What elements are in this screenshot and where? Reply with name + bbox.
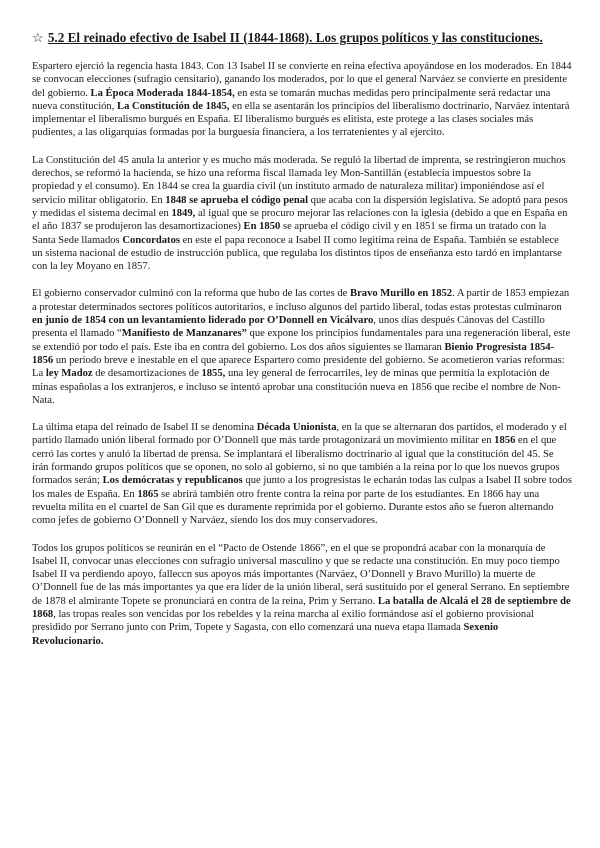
bold-text: La Época Moderada 1844-1854, xyxy=(90,87,235,99)
text-run: , en la que se alternaran dos partidos, el moderado y el partido llamado unión liberal formado por O’Donnell que más tarde protagonizará un movimiento militar en xyxy=(32,422,567,447)
paragraph-5 xyxy=(32,542,572,648)
text-run: Espartero ejerció la regencia hasta 1843. Con 13 Isabel II se convierte en reina efectiva apoyándose en los moderados. En 1844 se convocan elecciones (sufragio censitario), ganando los moderados, por lo que el general Narváez se convierte en presidente del gobierno. xyxy=(32,61,572,99)
text-run: Todos los grupos políticos se reunirán en el “Pacto de Ostende 1866”, en el que se propondrá acabar con la monarquía de Isabel II, convocar unas elecciones con sufragio universal masculino y que se redacte una constitución. En muy poco tiempo Isabel II va perdiendo apoyo, falleccn sus apoyos más importantes (Narváez, O’Donnell y Bravo Murillo) la muerte de O’Donnell fue de las más importantes ya que era líder de la unión liberal, será sustituido por el general Serrano. En septiembre de 1878 el almirante Topete se pronunciará en contra de la reina, Prim y Serrano. xyxy=(32,542,570,607)
text-run: un periodo breve e inestable en el que aparece Espartero como presidente del gobierno. Se acometieron varias reformas: La xyxy=(32,354,565,380)
text-run: que acaba con la dispersión legislativa. Se adoptó para pesos y medidas el sistema decimal en xyxy=(32,194,568,219)
text-run: en el que cerró las cortes y anuló la libertad de prensa. Se implantará el liberalismo doctrinario al igual que la constitución del 45. Se irán formando grupos políticos que se oponen, no solo al gobierno, si no que también a la reina por lo que los nuevos grupos formados serán; xyxy=(32,435,560,487)
section-title xyxy=(32,30,572,46)
bold-text: En 1850 xyxy=(243,221,281,233)
bold-text: Década Unionista xyxy=(256,422,337,434)
text-run: en ella se asentarán los principios del liberalismo doctrinario, Narváez intentará implementar el liberalismo burgués en España. El liberalismo burgués es elitista, este protege a las clases sociales más pudientes, a las oligarquías formadas por la burguesía financiera, a los terratenientes y al ejercito. xyxy=(32,100,570,139)
paragraph-3 xyxy=(32,287,572,407)
star-outline-icon: ☆ xyxy=(32,30,44,45)
text-run: La Constitución del 45 anula la anterior y es mucho más moderada. Se reguló la libertad de imprenta, se restringieron muchos derechos, se reformó la hacienda, se hizo una reforma fiscal llamada ley Mon-Santillán (establecía impuestos sobre la propiedad y el consumo). En 1844 se crea la guardia civil (un instituto armado de naturaleza militar) imponiéndose así el servicio militar obligatorio. En xyxy=(32,154,566,206)
text-run: que junto a los progresistas le echarán todas las culpas a Isabel II sobre todos los males de España. En xyxy=(32,475,572,500)
bold-text: ley Madoz xyxy=(45,368,93,380)
bold-text: La batalla de Alcalá el 28 de septiembre de 1868 xyxy=(32,595,571,620)
paragraph-4 xyxy=(32,421,572,527)
text-run: de desamortizaciones de xyxy=(92,368,202,380)
text-run: , unos días después Cánovas del Castillo presenta el llamado “ xyxy=(32,315,545,340)
text-run: La última etapa del reinado de Isabel II se denomina xyxy=(32,422,257,434)
bold-text: 1855, xyxy=(201,368,226,380)
bold-text: 1865 xyxy=(137,488,159,500)
bold-text: Bienio Progresista 1854-1856 xyxy=(32,341,555,366)
document-page xyxy=(32,30,572,662)
document-body xyxy=(32,60,572,648)
bold-text: Manifiesto de Manzanares” xyxy=(121,328,247,340)
section-title-text: 5.2 El reinado efectivo de Isabel II (1844-1868). Los grupos políticos y las constituciones. xyxy=(47,30,543,45)
bold-text: Concordatos xyxy=(122,234,181,246)
bold-text: 1848 se aprueba el código penal xyxy=(165,194,309,206)
text-run: El gobierno conservador culminó con la reforma que hubo de las cortes de xyxy=(32,288,350,300)
text-run: , las tropas reales son vencidas por los rebeldes y la reina marcha al exilio formándose así el gobierno provisional presidido por Serrano junto con Prim, Topete y Sagasta, con ello comenzará una nueva etapa llamada xyxy=(32,608,534,634)
text-run: que expone los principios fundamentales para una regeneración liberal, este se extendió por todo el país. Este iba en contra del gobierno. Los dos años siguientes se llamaran xyxy=(32,328,571,353)
text-run: en este el papa reconoce a Isabel II como legitima reina de España. También se establece un sistema nacional de estudio de instrucción publica, que regulaba los distintos tipos de enseñanza esto tardó en implantarse con la ley Moyano en 1857. xyxy=(32,234,562,273)
text-run: se aprueba el código civil y en 1851 se firma un tratado con la Santa Sede llamados xyxy=(32,221,547,246)
text-run: al igual que se procuro mejorar las relaciones con la iglesia (debido a que en España en el año 1837 se produjeron las desamortizaciones) xyxy=(32,207,568,233)
bold-text: en junio de 1854 con un levantamiento liderado por O’Donnell en Vicálvaro xyxy=(32,315,374,327)
bold-text: 1856 xyxy=(494,435,516,447)
bold-text: Sexenio Revolucionario. xyxy=(32,622,499,647)
bold-text: La Constitución de 1845, xyxy=(117,100,230,112)
bold-text: Bravo Murillo en 1852 xyxy=(350,288,453,300)
bold-text: Los demócratas y republicanos xyxy=(102,475,243,487)
text-run: . A partir de 1853 empiezan a protestar determinados sectores políticos autoritarios, e incluso algunos del partido liberal, todas estas protestas culminaron xyxy=(32,288,570,313)
paragraph-2 xyxy=(32,154,572,274)
bold-text: 1849, xyxy=(171,207,196,219)
paragraph-1 xyxy=(32,60,572,140)
text-run: una ley general de ferrocarriles, ley de minas que permitía la explotación de minas españolas a los extranjeros, e incluso se intentó aprobar una constitución nueva en 1856 que recibe el nombre de Non-Nata. xyxy=(32,368,561,406)
text-run: se abrirá también otro frente contra la reina por parte de los estudiantes. En 1866 hay una revuelta milita en el cuartel de San Gil que es duramente reprimida por el gobierno. Durante estos año se fueron alternando como jefes de gobierno O’Donnell y Narváez, siendo los dos muy conservadores. xyxy=(32,488,554,527)
text-run: en esta se tomarán muchas medidas pero principalmente será redactar una nueva constitución, xyxy=(32,87,551,112)
